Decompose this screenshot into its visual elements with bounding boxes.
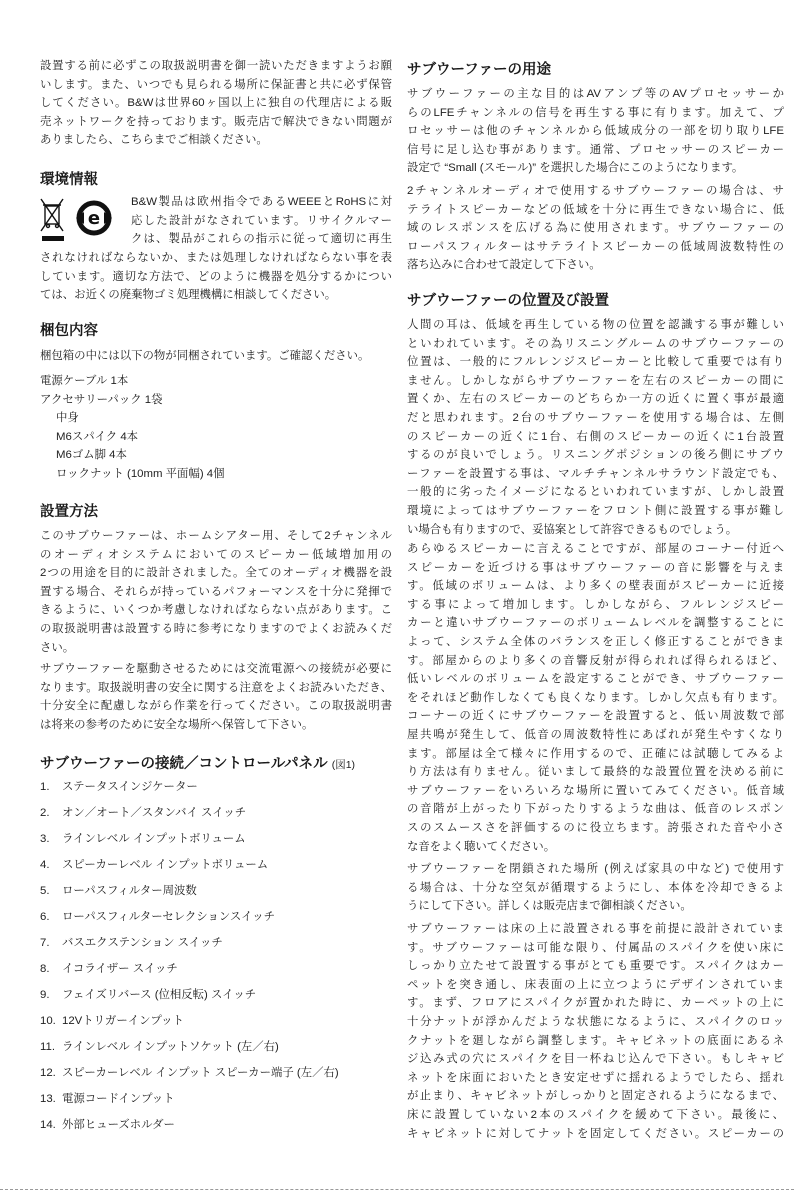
panel-list-item (40, 1008, 392, 1034)
item-label: ラインレベル インプットソケット (左／右) (62, 1041, 279, 1053)
text-line: サブウーファーは床の上に設置される事を前提に設計されていま (407, 923, 784, 935)
text-line: ます。部屋は全て様々に作用するので、正確には試聴してみるよ (407, 747, 784, 760)
text-line: 屋共鳴が発生して、低音の周波数特性にあばれが発生やすくなり (407, 728, 784, 741)
text-line: す。低域のボリュームは、より多くの壁表面がスピーカーに近接 (407, 580, 784, 593)
text-line: 応した設計がなされています。リサイクルマー (131, 214, 392, 227)
panel-heading-text: サブウーファーの接続／コントロールパネル (40, 756, 328, 772)
figure-reference: (図1) (331, 759, 356, 771)
item-number: 5. (40, 885, 50, 897)
item-label: ステータスインジケーター (62, 781, 198, 793)
e-recycle-icon (74, 198, 114, 238)
item-number: 6. (40, 911, 50, 923)
text-line: きるように、いくつか考慮しなければならない点があります。こ (40, 604, 392, 617)
position-paragraph-4 (407, 920, 784, 1143)
panel-list-item (40, 774, 392, 800)
text-line: 人間の耳は、低域を再生している物の位置を認識する事が難しい (407, 319, 784, 331)
text-line: る場合は、十分な空気が循環するようにし、本体を冷却できるよ (407, 881, 784, 894)
item-number: 14. (40, 1119, 56, 1131)
panel-list-item (40, 1112, 392, 1138)
panel-list-item (40, 956, 392, 982)
item-label: 電源コードインプット (62, 1093, 175, 1105)
intro-paragraph (40, 57, 392, 150)
text-line: サブウーファーの主な目的はAVアンプ等のAVプロセッサーか (407, 88, 784, 100)
environment-side-text (131, 193, 392, 249)
item-number: 12. (40, 1067, 56, 1079)
text-line: する事によって増加します。しかしながら、フルレンジスピー (407, 598, 784, 611)
position-paragraph-2 (407, 540, 784, 856)
text-line: 中身 (56, 412, 79, 424)
item-label: バスエクステンション スイッチ (62, 937, 223, 949)
item-label: ローパスフィルター周波数 (62, 885, 197, 897)
item-number: 11. (40, 1041, 55, 1053)
package-heading: 梱包内容 (40, 323, 98, 339)
text-line: M6スパイク 4本 (56, 430, 139, 443)
text-line: クナットを廻しながら調整します。キャビネットの底面にあるネ (407, 1034, 784, 1047)
text-line: は将来の参考のために安全な場所へ保管して下さい。 (40, 718, 314, 731)
text-line: よって、システム全体のバランスを正しく修正することができま (407, 635, 784, 648)
item-label: スピーカーレベル インプットボリューム (62, 859, 269, 871)
panel-list-item (40, 904, 392, 930)
text-line: り方法は有りません。従いまして最終的な設置位置を決める前に (407, 766, 784, 779)
text-line: サブウーファーを駆動させるためには交流電源への接続が必要に (40, 663, 392, 675)
item-number: 1. (40, 781, 50, 793)
text-line: クは、製品がこれらの指示に従って適切に再生 (131, 233, 392, 246)
text-line: ーファーを設置する事は、マルチチャンネルサラウンド設定でも、 (407, 467, 784, 480)
text-line: 売ネットワークを持っております。販売店で解決できない問題が (40, 115, 392, 128)
text-line: いします。また、いつでも見られる場所に保証書と共に必ず保管 (40, 78, 392, 91)
text-line: 2チャンネルオーディオで使用するサブウーファーの場合は、サ (407, 185, 784, 197)
panel-list-item (40, 1034, 392, 1060)
text-line: されなければならないか、または処理しなければならない事を表 (40, 252, 392, 264)
text-line: あらゆるスピーカーに言えることですが、部屋のコーナー付近へ (407, 543, 784, 555)
text-line: 置くか、左右のスピーカーのどちらか一方の近くに置く事が最適 (407, 393, 784, 406)
text-line: 一般的に劣ったイメージになるといわれていますが、しかし設置 (407, 486, 784, 499)
text-line: キャビネットに対してナットを固定してください。スピーカーの (407, 1127, 784, 1140)
usage-paragraph-1 (407, 85, 784, 178)
usage-paragraph-2 (407, 182, 784, 275)
text-line: テライトスピーカーなどの低域を十分に再生できない場合に、低 (407, 203, 784, 216)
text-line: B&W製品は欧州指令であるWEEEとRoHSに対 (131, 196, 392, 208)
text-line: 域のレスポンスを広げる為に使用されます。サブウーファーの (407, 222, 784, 235)
panel-list-item (40, 930, 392, 956)
text-line: 位置は、一般的にフルレンジスピーカーと比較して重要では有り (407, 356, 784, 369)
text-line: といわれています。その為リスニングルームのサブウーファーの (407, 337, 784, 350)
text-line: な音をよく聴いてください。 (407, 840, 556, 853)
text-line: す。サブウーファーは可能な限り、付属品のスパイクを使い床に (407, 941, 784, 954)
text-line: 環境によってはサブウーファーをフロント側に設置する事が難し (407, 504, 784, 517)
text-line: 梱包箱の中には以下の物が同梱されています。ご確認ください。 (40, 350, 370, 362)
installation-paragraph-2 (40, 660, 392, 734)
text-line: コーナーの近くにサブウーファーを設置すると、低い周波数で部 (407, 710, 784, 723)
item-number: 13. (40, 1093, 56, 1105)
panel-list-item (40, 1086, 392, 1112)
environment-text (40, 249, 392, 305)
text-line: ネットを床面においたとき安定せずに揺れるようでしたら、揺れ (407, 1071, 784, 1084)
text-line: す。まず、フロアにスパイクが置かれた時に、カーペットの上に (407, 997, 784, 1010)
text-line: 低いレベルのボリュームを設定することができ、サブウーファー (407, 673, 784, 686)
text-line: 置する場合、それらが持っているパフォーマンスを十分に発揮で (40, 585, 392, 598)
item-number: 7. (40, 937, 50, 949)
environment-heading: 環境情報 (40, 172, 98, 188)
text-line: ません。しかしながらサブウーファーを左右のスピーカーの間に (407, 374, 784, 387)
text-line: の音階が上がったり下がったりするような曲は、低音のレスポン (407, 803, 784, 816)
package-items (40, 372, 392, 409)
installation-paragraph-1 (40, 527, 392, 657)
text-line: するのが良いでしょう。リスニングポジションの後ろ側にサブウ (407, 449, 784, 462)
text-line: サブウーファーを閉鎖された場所 (例えば家具の中など) で使用す (407, 863, 784, 875)
text-line: 信号に足し込む事があります。通常、プロセッサーのスピーカー (407, 143, 784, 156)
text-line: サブウーファーをいろいろな場所に置いてみてください。低音域 (407, 784, 784, 797)
panel-list-item (40, 982, 392, 1008)
item-label: オン／オート／スタンバイ スイッチ (62, 807, 247, 819)
text-line: 床に設置していない2本のスパイクを緩めて下さい。最後に、 (407, 1108, 784, 1121)
item-number: 4. (40, 859, 50, 871)
text-line: しています。適切な方法で、どのように機器を処分するかについ (40, 270, 392, 283)
text-line: さい。 (40, 641, 75, 654)
text-line: スのスムースさを評価するのに役立ちます。誇張された音や小さ (407, 821, 784, 834)
text-line: だと思われます。2台のサブウーファーを使用する場合は、左側 (407, 411, 784, 424)
text-line: ペットを突き通し、床表面の上に立つようにデザインされていま (407, 978, 784, 991)
text-line: 2つの用途を目的に設計されました。全てのオーディオ機器を設 (40, 567, 392, 580)
panel-list-item (40, 878, 392, 904)
package-intro (40, 347, 392, 366)
text-line: が止まり、キャビネットがしっかりと固定されるようになるまで、 (407, 1090, 784, 1103)
text-line: をそれほど動作しなくても良くなります。しかし欠点も有ります。 (407, 691, 784, 704)
panel-list-item (40, 1060, 392, 1086)
panel-list-item (40, 852, 392, 878)
installation-heading: 設置方法 (40, 504, 98, 520)
text-line: 十分ナットが浮かんだような状態になるように、スパイクのロッ (407, 1015, 784, 1028)
panel-list-item (40, 800, 392, 826)
text-line: す。部屋からのより多くの音響反射が得られれば得られるほど、 (407, 654, 784, 667)
panel-items-list (40, 774, 392, 1138)
svg-text:e: e (87, 208, 101, 229)
text-line: アクセサリーパック 1袋 (40, 393, 163, 406)
position-paragraph-1 (407, 316, 784, 539)
package-subitems (40, 409, 408, 483)
text-line: 設定で “Small (スモール)” を選択した場合にこのようになります。 (407, 162, 744, 175)
text-line: 電源ケーブル 1本 (40, 375, 129, 387)
text-line: スピーカーを近づける事はサブウーファーの音に影響を与えま (407, 561, 784, 574)
text-line: 設置する前に必ずこの取扱説明書を御一読いただきますようお願 (40, 60, 392, 72)
text-line: 落ち込みに合わせて設定して下さい。 (407, 259, 601, 272)
item-label: ラインレベル インプットボリューム (62, 833, 246, 845)
position-heading: サブウーファーの位置及び設置 (407, 293, 609, 309)
text-line: うにして下さい。詳しくは販売店まで御相談ください。 (407, 900, 692, 913)
text-line: の取扱説明書は設置する時に参考になりますのでよくお読みくだ (40, 622, 392, 635)
text-line: M6ゴム脚 4本 (56, 449, 127, 462)
text-line: カーと違いサブウーファーのボリュームレベルを調整することに (407, 617, 784, 630)
page-bottom-rule (0, 1189, 794, 1190)
text-line: ジ込み式の穴にスパイクを目一杯ねじ込んで下さい。もしキャビ (407, 1053, 784, 1066)
text-line: ありましたら、こちらまでご相談ください。 (40, 134, 268, 147)
item-label: 外部ヒューズホルダー (62, 1119, 175, 1131)
text-line: 十分安全に配慮しながら作業を行ってください。この取扱説明書 (40, 700, 392, 713)
text-line: い場合も有りますので、妥協案として許容できるものでしょう。 (407, 523, 738, 536)
panel-heading (40, 754, 392, 774)
item-number: 8. (40, 963, 50, 975)
text-line: のスピーカーの近くに1台、右側のスピーカーの近くに1台設置 (407, 430, 784, 443)
item-label: 12Vトリガーインプット (62, 1015, 184, 1027)
panel-list-item (40, 826, 392, 852)
text-line: なります。取扱説明書の安全に関する注意をよくお読みいただき、 (40, 681, 392, 694)
usage-heading: サブウーファーの用途 (407, 62, 551, 78)
text-line: らのLFEチャンネルの信号を再生する事に有ります。加えて、プ (407, 106, 784, 119)
item-label: フェイズリバース (位相反転) スイッチ (62, 989, 257, 1001)
position-paragraph-3 (407, 860, 784, 916)
item-number: 2. (40, 807, 50, 819)
item-number: 3. (40, 833, 50, 845)
text-line: してください。B&Wは世界60ヶ国以上に独自の代理店による販 (40, 97, 392, 110)
item-number: 9. (40, 989, 50, 1001)
text-line: ロセッサーは他のチャンネルから低域成分の一部を切り取りLFE (407, 125, 784, 138)
item-label: イコライザー スイッチ (62, 963, 178, 975)
text-line: のオーディオシステムにおいてのスピーカー低域増加用の (40, 548, 392, 561)
text-line: ローパスフィルターはサテライトスピーカーの低域周波数特性の (407, 240, 784, 253)
item-label: スピーカーレベル インプット スピーカー端子 (左／右) (62, 1067, 339, 1079)
text-line: ては、お近くの廃棄物ゴミ処理機構に相談してください。 (40, 289, 337, 302)
item-label: ローパスフィルターセレクションスイッチ (62, 911, 276, 923)
text-line: このサブウーファーは、ホームシアター用、そして2チャンネル (40, 530, 392, 542)
environment-icons (40, 196, 120, 246)
text-line: しっかり立たせて設置する事がとても重要です。スパイクはカー (407, 960, 784, 973)
item-number: 10. (40, 1015, 56, 1027)
text-line: ロックナット (10mm 平面幅) 4個 (56, 467, 225, 480)
